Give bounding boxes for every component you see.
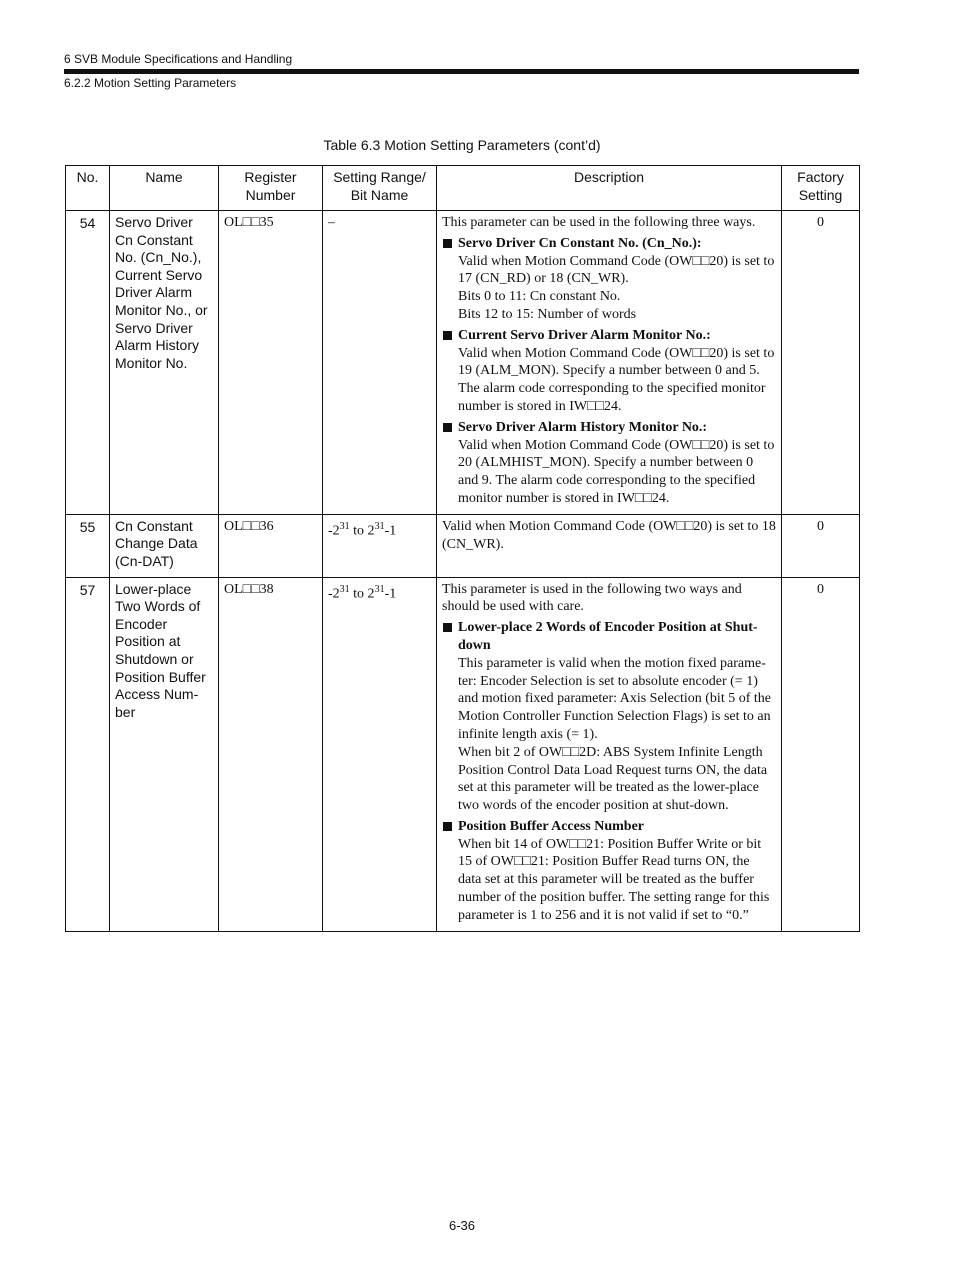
- description-intro: This parameter can be used in the following three ways.: [442, 215, 756, 230]
- header-rule: [64, 69, 859, 74]
- row-number: 57: [66, 577, 110, 931]
- description-item-title: Servo Driver Cn Constant No. (Cn_No.):: [458, 235, 702, 251]
- description-intro: Valid when Motion Command Code (OW□□20) is set to 18 (CN_WR).: [442, 518, 776, 552]
- motion-parameters-table: [65, 165, 860, 932]
- setting-range: [323, 577, 437, 931]
- range-mid: to 2: [349, 523, 375, 539]
- description-item-title: Position Buffer Access Number: [458, 818, 644, 834]
- description-item-heading: [442, 619, 776, 655]
- description-item-text: This parameter is valid when the motion fixed parame-ter: Encoder Selection is set to absolute encoder (= 1) and motion fixed parameter: Axis Selection (bit 5 of the Motion Controller Function Selection Flags) is set to an infinite length axis (= 1).: [458, 655, 771, 742]
- page-number: 6-36: [448, 1218, 476, 1233]
- description-item: [442, 619, 776, 815]
- description-item-heading: [442, 235, 776, 253]
- table-row: [66, 211, 860, 515]
- column-header-description: Description: [437, 166, 782, 211]
- parameter-name: Cn Constant Change Data (Cn-DAT): [110, 514, 219, 577]
- column-header-range: Setting Range/ Bit Name: [323, 166, 437, 211]
- description-item-text: Bits 0 to 11: Cn constant No.: [458, 289, 621, 305]
- square-bullet-icon: [443, 822, 452, 831]
- setting-range: –: [323, 211, 437, 515]
- parameter-name: Servo Driver Cn Constant No. (Cn_No.), Current Servo Driver Alarm Monitor No., or Servo Driver Alarm History Monitor No.: [110, 211, 219, 515]
- description-item-text: Valid when Motion Command Code (OW□□20) is set to 17 (CN_RD) or 18 (CN_WR).: [458, 253, 775, 287]
- description-item-heading: [442, 818, 776, 836]
- column-header-register: Register Number: [219, 166, 323, 211]
- column-header-name: Name: [110, 166, 219, 211]
- range-mid: to 2: [349, 586, 375, 602]
- factory-setting: 0: [782, 514, 860, 577]
- square-bullet-icon: [443, 423, 452, 432]
- description-item-text: When bit 2 of OW□□2D: ABS System Infinite Length Position Control Data Load Request turns ON, the data set at this parameter will be treated as the lower-place two words of the encoder position at shut-down.: [458, 744, 768, 814]
- setting-range: [323, 514, 437, 577]
- range-exp1: 31: [339, 520, 350, 532]
- description-item: [442, 419, 776, 508]
- square-bullet-icon: [443, 331, 452, 340]
- register-number: OL□□38: [219, 577, 323, 931]
- description-item-text: Valid when Motion Command Code (OW□□20) is set to 19 (ALM_MON). Specify a number between 0 and 5. The alarm code corresponding to the specified monitor number is stored in IW□□24.: [458, 345, 775, 414]
- description-item: [442, 818, 776, 925]
- table-header-row: [66, 166, 860, 211]
- description-item-heading: [442, 327, 776, 345]
- description-item-text: When bit 14 of OW□□21: Position Buffer Write or bit 15 of OW□□21: Position Buffer Read turns ON, the data set at this parameter will be treated as the buffer number of the position buffer. The setting range for this parameter is 1 to 256 and it is not valid if set to “0.”: [458, 836, 770, 923]
- range-exp2: 31: [374, 520, 385, 532]
- range-tail: -1: [384, 523, 397, 539]
- parameter-name: Lower-place Two Words of Encoder Position at Shutdown or Position Buffer Access Num-ber: [110, 577, 219, 931]
- factory-setting: 0: [782, 577, 860, 931]
- row-number: 54: [66, 211, 110, 515]
- description-item-heading: [442, 419, 776, 437]
- parameter-description: [437, 211, 782, 515]
- parameter-description: [437, 514, 782, 577]
- range-exp2: 31: [374, 583, 385, 595]
- factory-setting: 0: [782, 211, 860, 515]
- description-item: [442, 235, 776, 324]
- section-header: 6.2.2 Motion Setting Parameters: [64, 76, 237, 90]
- description-item-title: Current Servo Driver Alarm Monitor No.:: [458, 327, 711, 343]
- register-number: OL□□36: [219, 514, 323, 577]
- description-item-title: Lower-place 2 Words of Encoder Position at Shut-down: [458, 620, 758, 653]
- column-header-factory: Factory Setting: [782, 166, 860, 211]
- description-item-text: Bits 12 to 15: Number of words: [458, 306, 637, 322]
- row-number: 55: [66, 514, 110, 577]
- table-row: [66, 577, 860, 931]
- table-row: [66, 514, 860, 577]
- range-base-neg: -2: [328, 586, 340, 602]
- column-header-no: No.: [66, 166, 110, 211]
- description-intro: This parameter is used in the following two ways and should be used with care.: [442, 581, 742, 615]
- parameter-description: [437, 577, 782, 931]
- range-base-neg: -2: [328, 523, 340, 539]
- description-item-title: Servo Driver Alarm History Monitor No.:: [458, 419, 708, 435]
- square-bullet-icon: [443, 239, 452, 248]
- description-item: [442, 327, 776, 416]
- description-item-text: Valid when Motion Command Code (OW□□20) is set to 20 (ALMHIST_MON). Specify a number between 0 and 9. The alarm code corresponding to the specified monitor number is stored in IW□□24.: [458, 437, 775, 506]
- range-exp1: 31: [339, 583, 350, 595]
- register-number: OL□□35: [219, 211, 323, 515]
- square-bullet-icon: [443, 623, 452, 632]
- chapter-header: 6 SVB Module Specifications and Handling: [64, 52, 293, 66]
- range-tail: -1: [384, 586, 397, 602]
- table-caption: Table 6.3 Motion Setting Parameters (cont’d): [323, 137, 601, 153]
